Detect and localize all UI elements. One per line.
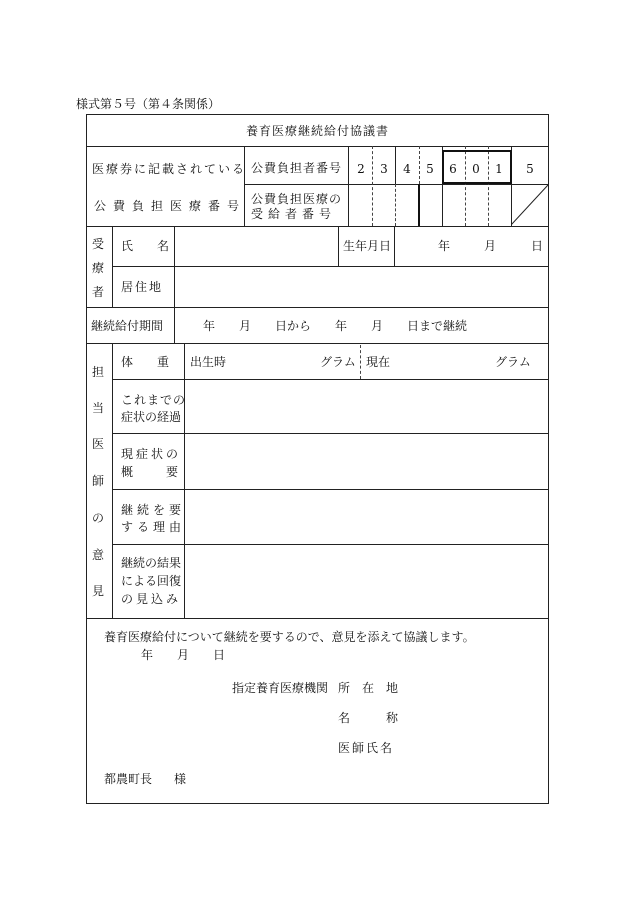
payer-digit-1: 2 bbox=[357, 162, 365, 176]
ticket-label-top: 医療券に記載されている bbox=[92, 162, 247, 176]
payer-digit-2: 3 bbox=[380, 162, 388, 176]
addressee: 都農町長 bbox=[104, 772, 153, 786]
doctor-name-label: 医師氏名 bbox=[338, 741, 395, 755]
doctor-section-char-4: 師 bbox=[91, 474, 104, 488]
location-label: 所 在 地 bbox=[338, 681, 399, 695]
form-title: 養育医療継続給付協議書 bbox=[245, 124, 389, 138]
recipient-number-label-1: 公費負担医療の bbox=[251, 192, 343, 206]
history-label-line-2: 症状の経過 bbox=[121, 410, 182, 424]
name-label: 氏 名 bbox=[121, 239, 170, 253]
birth-day-label: 日 bbox=[531, 239, 544, 253]
payer-digit-3: 4 bbox=[403, 162, 411, 176]
doctor-section-char-7: 見 bbox=[91, 584, 104, 598]
weight-current-label: 現在 bbox=[366, 355, 391, 369]
weight-gram-1: グラム bbox=[320, 355, 356, 369]
patient-section-char-3: 者 bbox=[91, 285, 104, 299]
prospect-label-line-3: の見込み bbox=[121, 592, 182, 606]
birthdate-label: 生年月日 bbox=[343, 239, 392, 253]
reason-label-line-1: 継続を要 bbox=[121, 503, 186, 517]
payer-digit-5: 6 bbox=[449, 162, 457, 176]
history-label-line-1: これまでの bbox=[121, 393, 187, 407]
birth-year-label: 年 bbox=[438, 239, 451, 253]
weight-label: 体 重 bbox=[121, 355, 170, 369]
payer-digit-6: 0 bbox=[472, 162, 480, 176]
address-label: 居住地 bbox=[121, 280, 164, 294]
empty-cell-slash bbox=[511, 184, 549, 226]
payer-digit-8: 5 bbox=[526, 162, 534, 176]
current-symptom-label-line-1: 現症状の bbox=[121, 447, 182, 461]
doctor-section-char-3: 医 bbox=[91, 437, 104, 451]
institution-name-label: 名 称 bbox=[338, 711, 399, 725]
birth-month-label: 月 bbox=[484, 239, 497, 253]
reason-label-line-2: する理由 bbox=[121, 520, 186, 534]
institution-label: 指定養育医療機関 bbox=[232, 681, 329, 695]
recipient-number-label-2: 受給者番号 bbox=[251, 207, 337, 221]
payer-number-label: 公費負担者番号 bbox=[251, 161, 343, 175]
patient-section-char-2: 療 bbox=[91, 261, 104, 275]
patient-section-char-1: 受 bbox=[91, 237, 104, 251]
prospect-label-line-2: による回復 bbox=[121, 574, 182, 588]
honorific: 様 bbox=[174, 772, 187, 786]
current-symptom-label-line-2: 概 要 bbox=[121, 465, 182, 479]
ticket-label-bottom: 公費負担医療番号 bbox=[94, 199, 247, 213]
prospect-label-line-1: 継続の結果 bbox=[121, 556, 182, 570]
form-number: 様式第５号（第４条関係） bbox=[76, 97, 221, 111]
period-label: 継続給付期間 bbox=[91, 319, 164, 333]
period-text: 年 月 日から 年 月 日まで継続 bbox=[203, 319, 468, 333]
doctor-section-char-6: 意 bbox=[91, 548, 104, 562]
submission-date: 年 月 日 bbox=[141, 648, 226, 662]
doctor-section-char-5: の bbox=[91, 511, 104, 525]
doctor-section-char-1: 担 bbox=[91, 365, 104, 379]
consultation-statement: 養育医療給付について継続を要するので、意見を添えて協議します。 bbox=[104, 630, 475, 644]
payer-digit-7: 1 bbox=[495, 162, 503, 176]
weight-gram-2: グラム bbox=[495, 355, 531, 369]
payer-digit-4: 5 bbox=[426, 162, 434, 176]
doctor-section-char-2: 当 bbox=[91, 401, 104, 415]
weight-at-birth-label: 出生時 bbox=[190, 355, 227, 369]
